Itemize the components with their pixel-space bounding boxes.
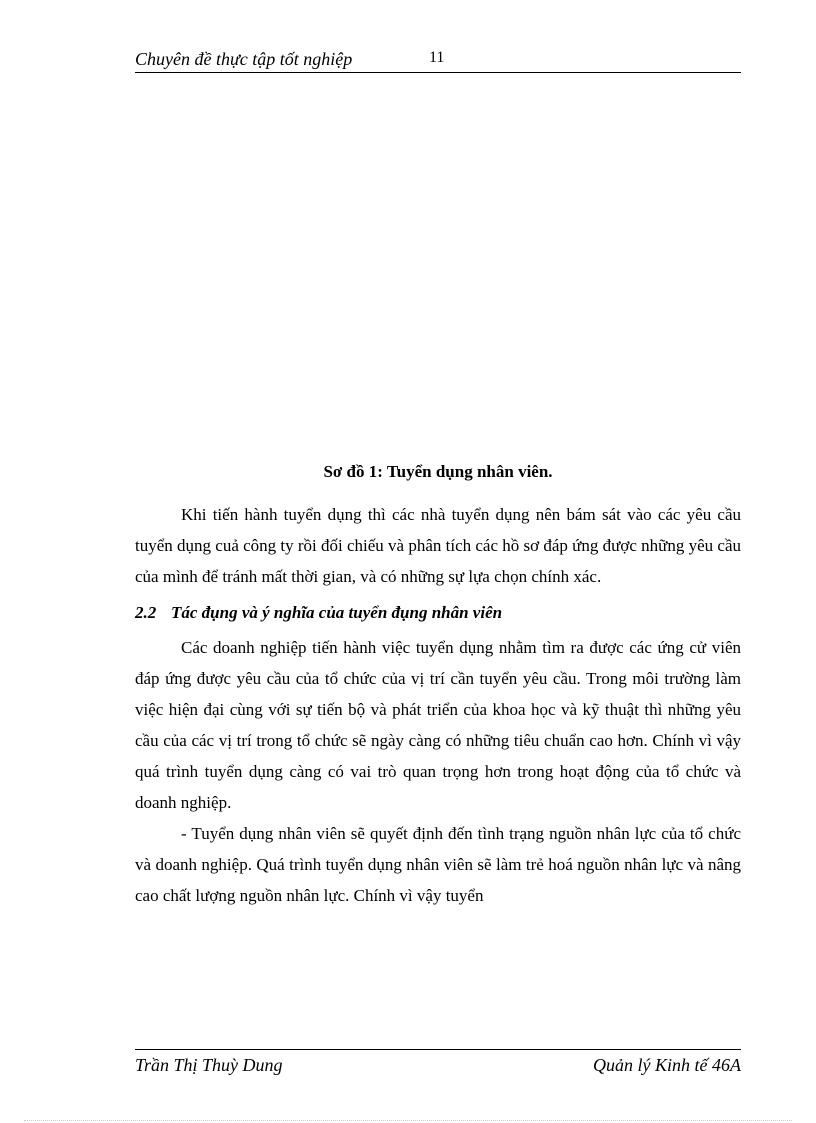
document-body [135, 499, 741, 911]
page-header [135, 46, 741, 73]
section-title: Tác đụng và ý nghĩa của tuyển đụng nhân viên [171, 603, 503, 622]
page-bottom-edge [24, 1120, 792, 1121]
section-heading [135, 597, 741, 628]
footer-author: Trần Thị Thuỳ Dung [135, 1055, 283, 1075]
paragraph-selection-advice: Khi tiến hành tuyển dụng thì các nhà tuyển dụng nên bám sát vào các yêu cầu tuyển dụng cuả công ty rồi đối chiếu và phân tích các hồ sơ đáp ứng được những yêu cầu của mình để tránh mất thời gian, và có những sự lựa chọn chính xác. [135, 505, 741, 586]
diagram-area [135, 80, 741, 450]
header-title: Chuyên đề thực tập tốt nghiệp [135, 49, 353, 69]
paragraph-recruitment-impact: - Tuyển dụng nhân viên sẽ quyết định đến tình trạng nguồn nhân lực của tổ chức và doanh nghiệp. Quá trình tuyển dụng nhân viên sẽ làm trẻ hoá nguồn nhân lực và nâng cao chất lượng nguồn nhân lực. Chính vì vậy tuyển [135, 824, 741, 905]
footer-class: Quản lý Kinh tế 46A [593, 1055, 741, 1075]
section-number: 2.2 [135, 603, 157, 622]
diagram-caption: Sơ đồ 1: Tuyển dụng nhân viên. [323, 462, 553, 481]
page-footer [135, 1049, 741, 1080]
page-number: 11 [429, 49, 445, 66]
paragraph-recruitment-purpose: Các doanh nghiệp tiến hành việc tuyển dụng nhằm tìm ra được các ứng cử viên đáp ứng được yêu cầu của tổ chức của vị trí cần tuyển yêu cầu. Trong môi trường làm việc hiện đại cùng với sự tiến bộ và phát triển của khoa học và kỹ thuật thì những yêu cầu của các vị trí trong tổ chức sẽ ngày càng có những tiêu chuẩn cao hơn. Chính vì vậy quá trình tuyển dụng càng có vai trò quan trọng hơn trong hoạt động của tổ chức và doanh nghiệp. [135, 638, 741, 812]
